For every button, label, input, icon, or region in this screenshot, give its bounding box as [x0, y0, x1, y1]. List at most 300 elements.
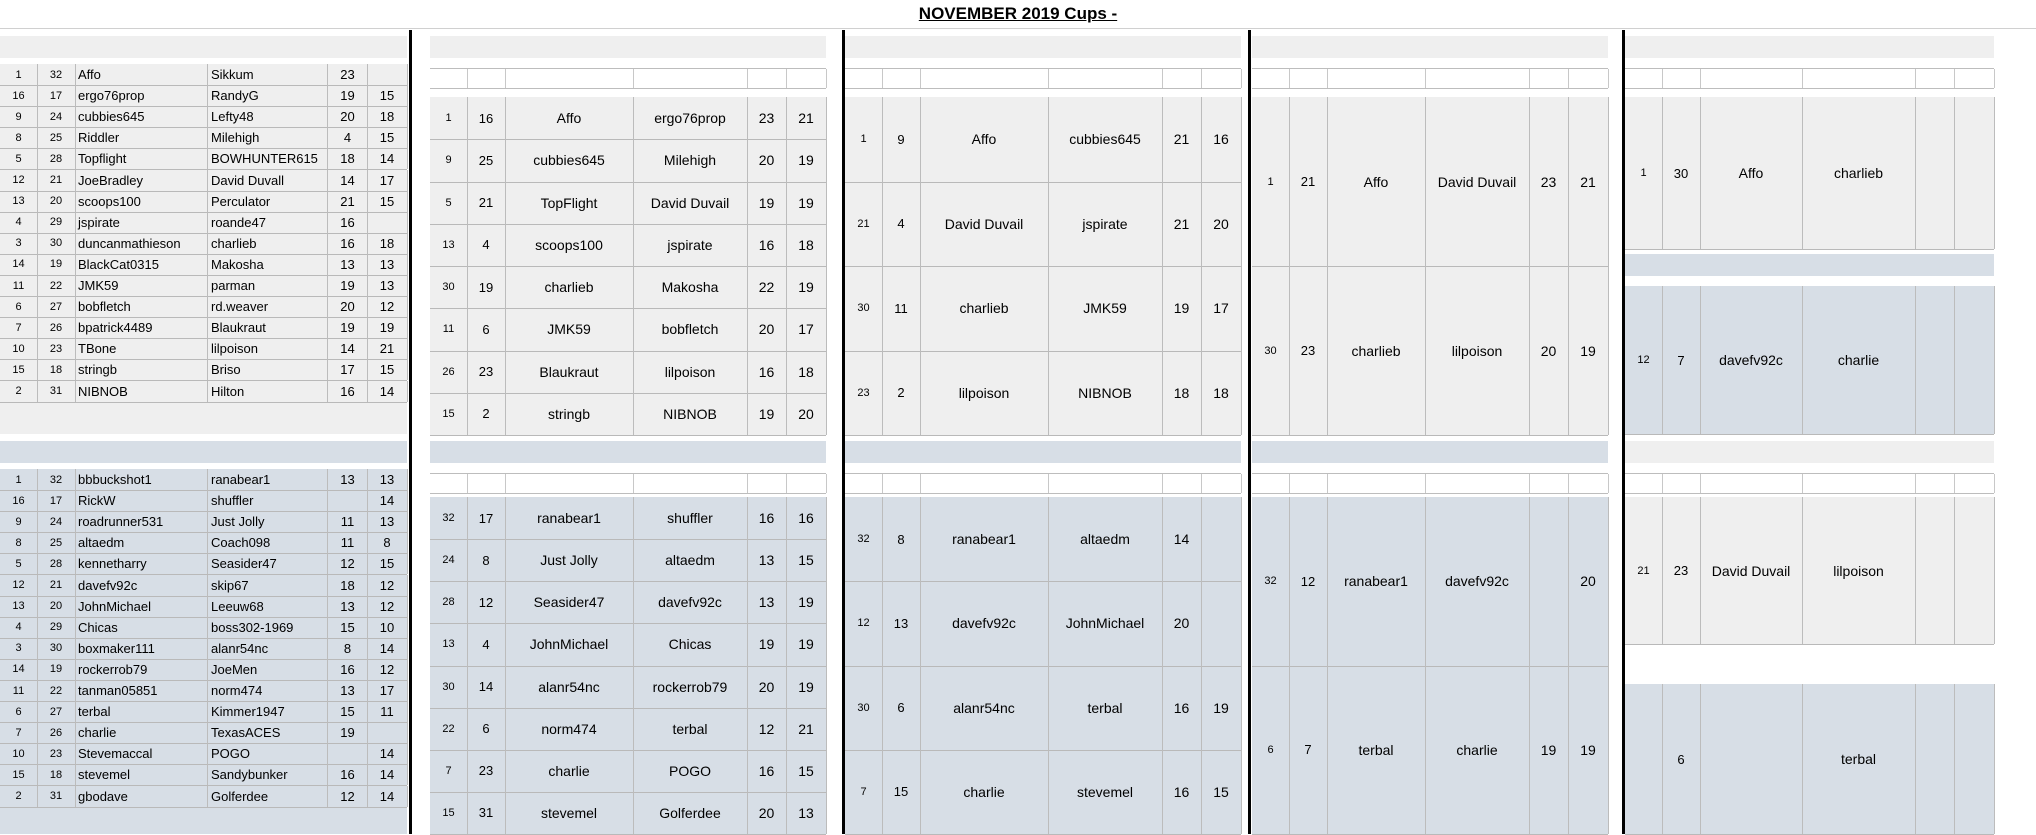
- cell-score-1: 16: [1162, 666, 1202, 750]
- cell-score-1: 13: [747, 581, 787, 623]
- cell-seed-1: 30: [430, 266, 468, 308]
- cell-player-1: Affo: [1327, 97, 1426, 266]
- cell-seed-2: 21: [1289, 97, 1328, 266]
- cell-seed-1: 32: [430, 497, 468, 539]
- cell-score-1: 16: [328, 381, 368, 402]
- table-row: [0, 469, 407, 491]
- cell-player-2: Sandybunker: [208, 764, 328, 785]
- cell-seed-1: 32: [1252, 497, 1290, 666]
- cell-score-1: 19: [328, 317, 368, 338]
- cell-seed-1: 23: [845, 351, 883, 436]
- cell-seed-1: 12: [1625, 286, 1663, 434]
- cell-score-2: 13: [786, 792, 827, 834]
- column-header-score-1: [1162, 474, 1202, 493]
- column-header-score-1: [1529, 474, 1569, 493]
- cell-player-1: gbodave: [75, 786, 208, 807]
- cell-player-2: Briso: [208, 359, 328, 380]
- cell-seed-1: 13: [430, 224, 468, 266]
- cell-score-1: 16: [328, 764, 368, 785]
- cell-player-1: David Duvail: [920, 182, 1049, 267]
- cell-player-2: Sikkum: [208, 64, 328, 85]
- column-header-seed-1: [1252, 474, 1290, 493]
- cell-player-2: David Duvail: [1425, 97, 1530, 266]
- cell-seed-2: 25: [467, 139, 506, 181]
- cell-score-2: 20: [786, 393, 827, 435]
- cell-player-2: POGO: [208, 743, 328, 764]
- cell-seed-1: 21: [845, 182, 883, 267]
- cell-seed-1: 30: [845, 666, 883, 750]
- cell-player-1: charlieb: [1327, 266, 1426, 435]
- cell-score-2: 21: [1568, 97, 1609, 266]
- cell-score-2: 17: [367, 680, 408, 701]
- cell-player-2: jspirate: [1048, 182, 1163, 267]
- cell-seed-2: 19: [37, 659, 76, 680]
- cell-seed-1: 15: [430, 792, 468, 834]
- cell-score-1: 15: [328, 701, 368, 722]
- table-row: [0, 575, 407, 597]
- column-header-score-2: [1201, 474, 1242, 493]
- match-row: [430, 623, 826, 666]
- cell-player-1: altaedm: [75, 532, 208, 553]
- cell-seed-2: 26: [37, 722, 76, 743]
- cell-score-1: 16: [747, 750, 787, 792]
- cell-score-2: 17: [786, 308, 827, 350]
- match-row: [845, 666, 1241, 751]
- cell-seed-1: 6: [0, 296, 38, 317]
- cell-score-2: 21: [367, 338, 408, 359]
- cell-score-1: 20: [328, 296, 368, 317]
- cell-score-1: 18: [328, 148, 368, 169]
- cell-score-2: 17: [1201, 266, 1242, 351]
- cell-player-2: charlie: [1802, 286, 1916, 434]
- cell-player-2: Blaukraut: [208, 317, 328, 338]
- cell-player-1: terbal: [1327, 666, 1426, 835]
- cell-player-2: stevemel: [1048, 750, 1163, 834]
- cell-score-1: 4: [328, 127, 368, 148]
- cell-player-2: Milehigh: [208, 127, 328, 148]
- cell-seed-1: 5: [0, 553, 38, 574]
- cell-seed-2: 12: [1289, 497, 1328, 666]
- silver-r2-block: [430, 0, 826, 834]
- cell-seed-1: 7: [845, 750, 883, 834]
- cell-player-2: lilpoison: [633, 351, 748, 393]
- cell-player-1: duncanmathieson: [75, 233, 208, 254]
- cell-player-1: JMK59: [75, 275, 208, 296]
- cell-seed-2: 11: [882, 266, 921, 351]
- cell-seed-2: 15: [882, 750, 921, 834]
- cell-player-2: lilpoison: [1802, 497, 1916, 644]
- cell-score-2: 14: [367, 786, 408, 807]
- cell-seed-2: 18: [37, 764, 76, 785]
- cell-seed-1: 3: [0, 638, 38, 659]
- cell-seed-2: 25: [37, 532, 76, 553]
- cell-player-1: terbal: [75, 701, 208, 722]
- cell-player-1: ranabear1: [505, 497, 634, 539]
- silver-sf-block: [1252, 0, 1608, 834]
- cell-seed-2: 23: [37, 743, 76, 764]
- cell-player-2: Golferdee: [208, 786, 328, 807]
- cell-score-1: [1529, 497, 1569, 666]
- cell-seed-2: 6: [882, 666, 921, 750]
- column-divider: [1622, 30, 1625, 834]
- cell-player-2: Golferdee: [633, 792, 748, 834]
- cell-score-2: [1201, 497, 1242, 581]
- cell-score-1: 19: [1529, 666, 1569, 835]
- cell-seed-1: 15: [0, 764, 38, 785]
- cell-seed-1: 3: [0, 233, 38, 254]
- cell-player-2: charlie: [1425, 666, 1530, 835]
- cell-score-2: 14: [367, 764, 408, 785]
- cell-seed-1: 30: [845, 266, 883, 351]
- cell-seed-1: 12: [0, 575, 38, 596]
- cell-seed-1: 16: [0, 85, 38, 106]
- cell-score-1: 19: [747, 623, 787, 665]
- cell-seed-2: 14: [467, 666, 506, 708]
- column-divider: [409, 30, 412, 834]
- match-row: [430, 750, 826, 793]
- cell-player-1: NIBNOB: [75, 381, 208, 402]
- match-row: [845, 497, 1241, 582]
- column-divider: [842, 30, 845, 834]
- match-row: [845, 750, 1241, 835]
- cell-player-1: alanr54nc: [505, 666, 634, 708]
- cell-seed-2: 24: [37, 106, 76, 127]
- cell-score-2: [1201, 581, 1242, 665]
- cell-score-1: 18: [1162, 351, 1202, 436]
- cell-player-2: NIBNOB: [633, 393, 748, 435]
- cell-player-1: bpatrick4489: [75, 317, 208, 338]
- cell-seed-2: 12: [467, 581, 506, 623]
- column-header-score-1: [747, 474, 787, 493]
- cell-seed-1: 2: [0, 381, 38, 402]
- cell-player-1: Affo: [1700, 97, 1803, 249]
- cell-seed-2: 28: [37, 148, 76, 169]
- cell-score-1: 23: [1529, 97, 1569, 266]
- column-header-player-1: [920, 474, 1049, 493]
- cell-seed-2: 22: [37, 275, 76, 296]
- cell-seed-2: 24: [37, 511, 76, 532]
- table-row: [0, 722, 407, 744]
- cell-player-2: shuffler: [633, 497, 748, 539]
- cell-score-2: 18: [786, 351, 827, 393]
- cell-seed-2: 25: [37, 127, 76, 148]
- cell-score-2: 13: [367, 469, 408, 490]
- column-header-row: [1252, 473, 1608, 494]
- silver-qf-title: [845, 441, 1241, 463]
- cell-seed-2: 6: [467, 308, 506, 350]
- match-row: [430, 792, 826, 835]
- cell-player-1: charlieb: [505, 266, 634, 308]
- cell-player-2: skip67: [208, 575, 328, 596]
- match-row: [1252, 497, 1608, 667]
- cell-score-2: 16: [1201, 97, 1242, 182]
- cell-seed-2: 17: [37, 490, 76, 511]
- cell-score-2: 11: [367, 701, 408, 722]
- cell-seed-1: 30: [1252, 266, 1290, 435]
- column-header-row: [845, 473, 1241, 494]
- cell-seed-2: 32: [37, 469, 76, 490]
- cell-score-2: 18: [1201, 351, 1242, 436]
- cell-seed-1: 7: [430, 750, 468, 792]
- cell-player-2: Kimmer1947: [208, 701, 328, 722]
- cell-seed-2: 31: [467, 792, 506, 834]
- cell-player-2: Makosha: [208, 254, 328, 275]
- cell-seed-1: 22: [430, 708, 468, 750]
- cell-seed-1: 10: [0, 743, 38, 764]
- cell-seed-2: 22: [37, 680, 76, 701]
- cell-seed-1: 10: [0, 338, 38, 359]
- cell-score-2: 13: [367, 275, 408, 296]
- cell-score-2: 19: [1568, 666, 1609, 835]
- cell-player-1: scoops100: [75, 191, 208, 212]
- cell-player-2: BOWHUNTER615: [208, 148, 328, 169]
- cell-score-1: 8: [328, 638, 368, 659]
- table-row: [0, 786, 407, 808]
- cell-player-2: Chicas: [633, 623, 748, 665]
- silver-r1-block: [0, 0, 407, 834]
- match-row: [430, 708, 826, 751]
- cell-seed-1: 14: [0, 659, 38, 680]
- silver-qf-block: [845, 0, 1241, 834]
- cell-player-1: Just Jolly: [505, 539, 634, 581]
- cell-player-1: charlieb: [920, 266, 1049, 351]
- cell-score-2: 13: [367, 254, 408, 275]
- cell-seed-1: 9: [0, 511, 38, 532]
- cell-seed-2: 4: [882, 182, 921, 267]
- cell-seed-1: [1625, 684, 1663, 834]
- match-area: [0, 469, 407, 834]
- cell-player-1: stringb: [75, 359, 208, 380]
- cell-score-2: 15: [1201, 750, 1242, 834]
- cell-score-1: 16: [747, 224, 787, 266]
- cell-score-1: 12: [328, 786, 368, 807]
- cell-player-2: parman: [208, 275, 328, 296]
- cell-score-1: 14: [328, 170, 368, 191]
- cell-seed-1: 26: [430, 351, 468, 393]
- cell-seed-1: 24: [430, 539, 468, 581]
- cell-score-1: 13: [328, 680, 368, 701]
- cell-score-1: 12: [747, 708, 787, 750]
- cell-player-1: rockerrob79: [75, 659, 208, 680]
- cell-seed-2: 23: [37, 338, 76, 359]
- cell-seed-2: 13: [882, 581, 921, 665]
- cell-seed-2: 4: [467, 224, 506, 266]
- cell-seed-1: 13: [430, 623, 468, 665]
- table-row: [0, 532, 407, 554]
- cell-player-1: stevemel: [75, 764, 208, 785]
- cell-player-2: Makosha: [633, 266, 748, 308]
- cell-seed-1: 12: [0, 170, 38, 191]
- cell-score-2: 19: [1201, 666, 1242, 750]
- cell-player-2: Lefty48: [208, 106, 328, 127]
- cell-score-2: 15: [367, 191, 408, 212]
- cell-player-1: cubbies645: [505, 139, 634, 181]
- cell-seed-1: 11: [0, 275, 38, 296]
- cell-seed-1: 4: [0, 617, 38, 638]
- cell-score-1: 16: [747, 497, 787, 539]
- cell-score-2: 19: [786, 666, 827, 708]
- cell-seed-2: 7: [1289, 666, 1328, 835]
- cell-player-2: JMK59: [1048, 266, 1163, 351]
- cell-seed-2: 19: [37, 254, 76, 275]
- cell-player-1: davefv92c: [920, 581, 1049, 665]
- cell-score-1: 21: [1162, 97, 1202, 182]
- cell-score-1: 14: [328, 338, 368, 359]
- cell-score-1: 21: [1162, 182, 1202, 267]
- cell-score-1: 11: [328, 532, 368, 553]
- table-row: [0, 490, 407, 512]
- cell-player-2: David Duvall: [208, 170, 328, 191]
- cell-score-1: 23: [747, 97, 787, 139]
- cell-score-2: 14: [367, 490, 408, 511]
- cell-player-2: altaedm: [633, 539, 748, 581]
- cell-player-1: bobfletch: [75, 296, 208, 317]
- cell-seed-1: 2: [0, 786, 38, 807]
- cell-seed-1: 21: [1625, 497, 1663, 644]
- cell-player-1: BlackCat0315: [75, 254, 208, 275]
- cell-score-1: 18: [328, 575, 368, 596]
- cell-player-2: Milehigh: [633, 139, 748, 181]
- cell-player-2: terbal: [633, 708, 748, 750]
- cell-score-2: 15: [786, 750, 827, 792]
- cell-seed-1: 4: [0, 212, 38, 233]
- cell-score-1: 19: [1162, 266, 1202, 351]
- cell-player-1: jspirate: [75, 212, 208, 233]
- cell-seed-2: 21: [467, 182, 506, 224]
- cell-player-2: roande47: [208, 212, 328, 233]
- table-row: [0, 701, 407, 723]
- cell-score-2: 19: [367, 317, 408, 338]
- cell-player-2: boss302-1969: [208, 617, 328, 638]
- cell-score-2: 15: [786, 539, 827, 581]
- cell-player-1: ranabear1: [920, 497, 1049, 581]
- cell-score-2: 19: [786, 266, 827, 308]
- cell-player-1: JohnMichael: [505, 623, 634, 665]
- cell-score-1: 19: [747, 393, 787, 435]
- cell-player-1: Stevemaccal: [75, 743, 208, 764]
- cell-player-1: charlie: [505, 750, 634, 792]
- cell-score-2: 10: [367, 617, 408, 638]
- cell-score-2: 18: [367, 106, 408, 127]
- cell-player-1: RickW: [75, 490, 208, 511]
- cell-score-1: 20: [747, 792, 787, 834]
- table-row: [0, 743, 407, 765]
- cell-score-2: [1954, 684, 1995, 834]
- cell-player-2: Seasider47: [208, 553, 328, 574]
- cell-player-2: rockerrob79: [633, 666, 748, 708]
- cell-seed-2: 20: [37, 596, 76, 617]
- cell-seed-1: 12: [845, 581, 883, 665]
- cell-score-2: 20: [1201, 182, 1242, 267]
- column-divider: [1248, 30, 1251, 834]
- cell-score-1: 15: [328, 617, 368, 638]
- cell-score-1: 13: [747, 539, 787, 581]
- cell-player-2: lilpoison: [1425, 266, 1530, 435]
- cell-score-2: 19: [786, 623, 827, 665]
- cell-player-1: davefv92c: [75, 575, 208, 596]
- cell-seed-1: 1: [1625, 97, 1663, 249]
- table-row: [0, 764, 407, 786]
- cell-player-2: davefv92c: [633, 581, 748, 623]
- cell-score-1: 12: [328, 553, 368, 574]
- cell-player-2: shuffler: [208, 490, 328, 511]
- cell-score-2: 18: [367, 233, 408, 254]
- cell-player-2: bobfletch: [633, 308, 748, 350]
- cell-seed-2: 18: [37, 359, 76, 380]
- cell-player-1: davefv92c: [1700, 286, 1803, 434]
- cell-seed-2: 8: [882, 497, 921, 581]
- cell-player-2: David Duvail: [633, 182, 748, 224]
- cell-score-2: 14: [367, 743, 408, 764]
- cell-player-1: ranabear1: [1327, 497, 1426, 666]
- cell-player-2: lilpoison: [208, 338, 328, 359]
- cell-score-1: 13: [328, 596, 368, 617]
- cell-seed-2: 32: [37, 64, 76, 85]
- match-row: [430, 666, 826, 709]
- cell-seed-1: 9: [430, 139, 468, 181]
- cell-seed-1: 1: [0, 469, 38, 490]
- cell-score-2: 15: [367, 359, 408, 380]
- table-row: [0, 617, 407, 639]
- cell-player-1: JMK59: [505, 308, 634, 350]
- cell-score-1: 20: [1529, 266, 1569, 435]
- cell-score-1: 20: [747, 666, 787, 708]
- match-row: [1625, 684, 1994, 835]
- cell-seed-2: 8: [467, 539, 506, 581]
- cell-seed-1: 6: [1252, 666, 1290, 835]
- cell-player-2: charlieb: [1802, 97, 1916, 249]
- cell-seed-1: 5: [430, 182, 468, 224]
- cell-seed-1: 28: [430, 581, 468, 623]
- cell-seed-1: 7: [0, 722, 38, 743]
- cell-player-2: Leeuw68: [208, 596, 328, 617]
- cell-seed-1: 15: [0, 359, 38, 380]
- cell-seed-1: 13: [0, 191, 38, 212]
- cell-score-2: 21: [786, 97, 827, 139]
- cell-seed-2: 31: [37, 381, 76, 402]
- cell-score-1: 11: [328, 511, 368, 532]
- match-row: [1252, 666, 1608, 835]
- cell-seed-2: 26: [37, 317, 76, 338]
- cell-seed-1: 1: [0, 64, 38, 85]
- match-area: [845, 497, 1241, 834]
- match-area: [1625, 684, 1994, 834]
- cell-score-2: 14: [367, 381, 408, 402]
- cell-player-1: Affo: [505, 97, 634, 139]
- cell-score-1: 20: [747, 308, 787, 350]
- cell-seed-2: 16: [467, 97, 506, 139]
- cell-score-2: 20: [1568, 497, 1609, 666]
- cell-player-1: TopFlight: [505, 182, 634, 224]
- column-header-seed-1: [845, 474, 883, 493]
- cell-score-1: [1915, 684, 1955, 834]
- cell-seed-2: 19: [467, 266, 506, 308]
- cell-player-1: charlie: [920, 750, 1049, 834]
- cell-player-1: Affo: [75, 64, 208, 85]
- match-row: [430, 581, 826, 624]
- cell-score-1: 17: [328, 359, 368, 380]
- cell-seed-1: 15: [430, 393, 468, 435]
- cell-seed-2: 30: [37, 233, 76, 254]
- cell-player-2: altaedm: [1048, 497, 1163, 581]
- column-header-seed-2: [1289, 474, 1328, 493]
- cell-player-2: Coach098: [208, 532, 328, 553]
- cell-seed-1: 8: [0, 127, 38, 148]
- cell-score-2: 17: [367, 170, 408, 191]
- cell-score-2: 15: [367, 85, 408, 106]
- cell-player-2: Hilton: [208, 381, 328, 402]
- cell-score-1: 16: [1162, 750, 1202, 834]
